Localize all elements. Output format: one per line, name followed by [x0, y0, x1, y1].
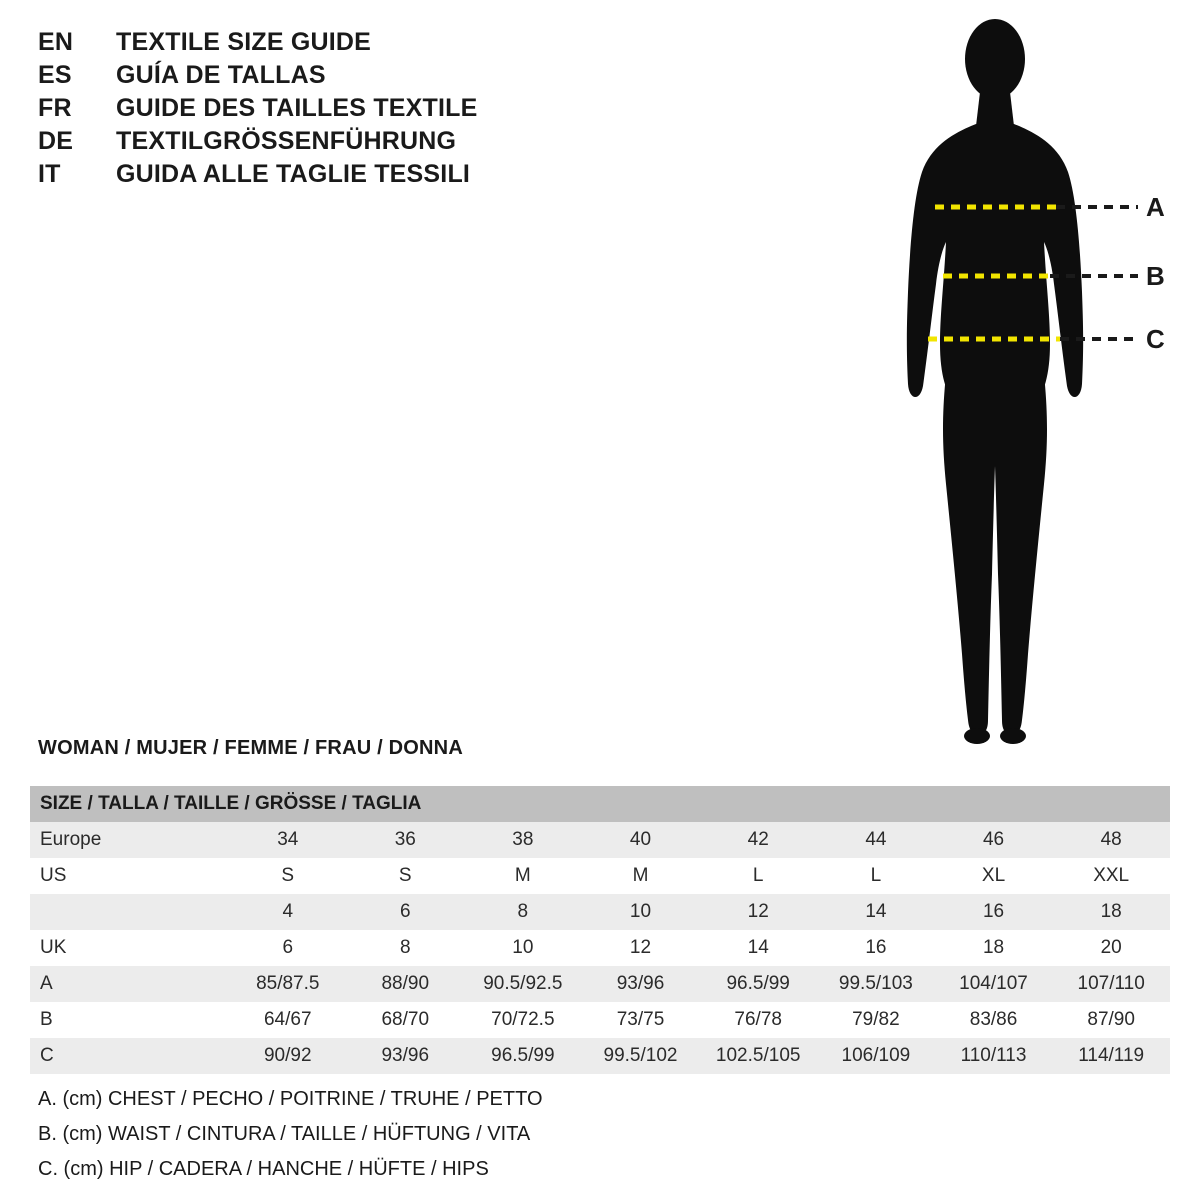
- cell: 93/96: [347, 1038, 464, 1074]
- cell: 106/109: [817, 1038, 935, 1074]
- title-text-fr: GUIDE DES TAILLES TEXTILE: [116, 94, 478, 122]
- cell: 16: [817, 930, 935, 966]
- row-label-us-numeric: [30, 894, 229, 930]
- cell: L: [699, 858, 817, 894]
- cell: 104/107: [935, 966, 1053, 1002]
- cell: 8: [464, 894, 582, 930]
- title-lang-it: IT: [38, 160, 61, 188]
- cell: 76/78: [699, 1002, 817, 1038]
- measure-label-c: C: [1146, 324, 1165, 354]
- figure-area: [860, 14, 1190, 754]
- cell: 14: [699, 930, 817, 966]
- cell: 18: [1052, 894, 1170, 930]
- row-label-a: A: [30, 966, 229, 1002]
- cell: 40: [582, 822, 700, 858]
- cell: 38: [464, 822, 582, 858]
- legend-line-a: A. (cm) CHEST / PECHO / POITRINE / TRUHE / PETTO: [38, 1088, 543, 1110]
- cell: M: [582, 858, 700, 894]
- title-text-de: TEXTILGRÖSSENFÜHRUNG: [116, 127, 457, 155]
- cell: 64/67: [229, 1002, 347, 1038]
- title-row: [38, 127, 598, 156]
- cell: L: [817, 858, 935, 894]
- table-row: [30, 966, 1170, 1002]
- cell: 6: [347, 894, 464, 930]
- title-text-en: TEXTILE SIZE GUIDE: [116, 28, 372, 56]
- legend-line-c: C. (cm) HIP / CADERA / HANCHE / HÜFTE / HIPS: [38, 1158, 489, 1180]
- cell: 90/92: [229, 1038, 347, 1074]
- measure-label-b: B: [1146, 261, 1165, 291]
- cell: 44: [817, 822, 935, 858]
- cell: S: [229, 858, 347, 894]
- cell: 68/70: [347, 1002, 464, 1038]
- measure-label-a: A: [1146, 192, 1165, 222]
- cell: 93/96: [582, 966, 700, 1002]
- title-text-it: GUIDA ALLE TAGLIE TESSILI: [116, 160, 471, 188]
- cell: 18: [935, 930, 1053, 966]
- title-lang-de: DE: [38, 127, 74, 155]
- title-lang-en: EN: [38, 28, 74, 56]
- title-text-es: GUÍA DE TALLAS: [116, 61, 326, 89]
- cell: 10: [582, 894, 700, 930]
- cell: 14: [817, 894, 935, 930]
- table-header-row: [30, 786, 1170, 822]
- legend-line-b: B. (cm) WAIST / CINTURA / TAILLE / HÜFTUNG / VITA: [38, 1123, 531, 1145]
- title-lang-es: ES: [38, 61, 72, 89]
- title-block: [38, 28, 598, 193]
- cell: 16: [935, 894, 1053, 930]
- cell: 36: [347, 822, 464, 858]
- title-row: [38, 160, 598, 189]
- cell: 110/113: [935, 1038, 1053, 1074]
- cell: 12: [699, 894, 817, 930]
- cell: XL: [935, 858, 1053, 894]
- title-row: [38, 94, 598, 123]
- table-row: [30, 822, 1170, 858]
- row-label-us: US: [30, 858, 229, 894]
- cell: 79/82: [817, 1002, 935, 1038]
- cell: 34: [229, 822, 347, 858]
- cell: 87/90: [1052, 1002, 1170, 1038]
- cell: 4: [229, 894, 347, 930]
- cell: 20: [1052, 930, 1170, 966]
- title-row: [38, 61, 598, 90]
- cell: 73/75: [582, 1002, 700, 1038]
- cell: S: [347, 858, 464, 894]
- cell: 99.5/103: [817, 966, 935, 1002]
- cell: 46: [935, 822, 1053, 858]
- cell: 90.5/92.5: [464, 966, 582, 1002]
- cell: 99.5/102: [582, 1038, 700, 1074]
- cell: M: [464, 858, 582, 894]
- size-table: [30, 786, 1170, 1074]
- table-row: [30, 858, 1170, 894]
- cell: 114/119: [1052, 1038, 1170, 1074]
- cell: 10: [464, 930, 582, 966]
- cell: 83/86: [935, 1002, 1053, 1038]
- section-label-woman: WOMAN / MUJER / FEMME / FRAU / DONNA: [38, 737, 463, 759]
- cell: 70/72.5: [464, 1002, 582, 1038]
- table-row: [30, 894, 1170, 930]
- table-header-label: SIZE / TALLA / TAILLE / GRÖSSE / TAGLIA: [30, 786, 1170, 822]
- cell: 96.5/99: [699, 966, 817, 1002]
- table-row: [30, 1002, 1170, 1038]
- cell: 12: [582, 930, 700, 966]
- cell: 102.5/105: [699, 1038, 817, 1074]
- cell: XXL: [1052, 858, 1170, 894]
- cell: 88/90: [347, 966, 464, 1002]
- legend: [38, 1088, 543, 1193]
- female-silhouette-icon: [860, 14, 1190, 754]
- cell: 107/110: [1052, 966, 1170, 1002]
- title-lang-fr: FR: [38, 94, 72, 122]
- cell: 96.5/99: [464, 1038, 582, 1074]
- cell: 42: [699, 822, 817, 858]
- row-label-europe: Europe: [30, 822, 229, 858]
- title-row: [38, 28, 598, 57]
- cell: 6: [229, 930, 347, 966]
- cell: 85/87.5: [229, 966, 347, 1002]
- cell: 48: [1052, 822, 1170, 858]
- table-row: [30, 1038, 1170, 1074]
- row-label-c: C: [30, 1038, 229, 1074]
- table-row: [30, 930, 1170, 966]
- row-label-uk: UK: [30, 930, 229, 966]
- row-label-b: B: [30, 1002, 229, 1038]
- cell: 8: [347, 930, 464, 966]
